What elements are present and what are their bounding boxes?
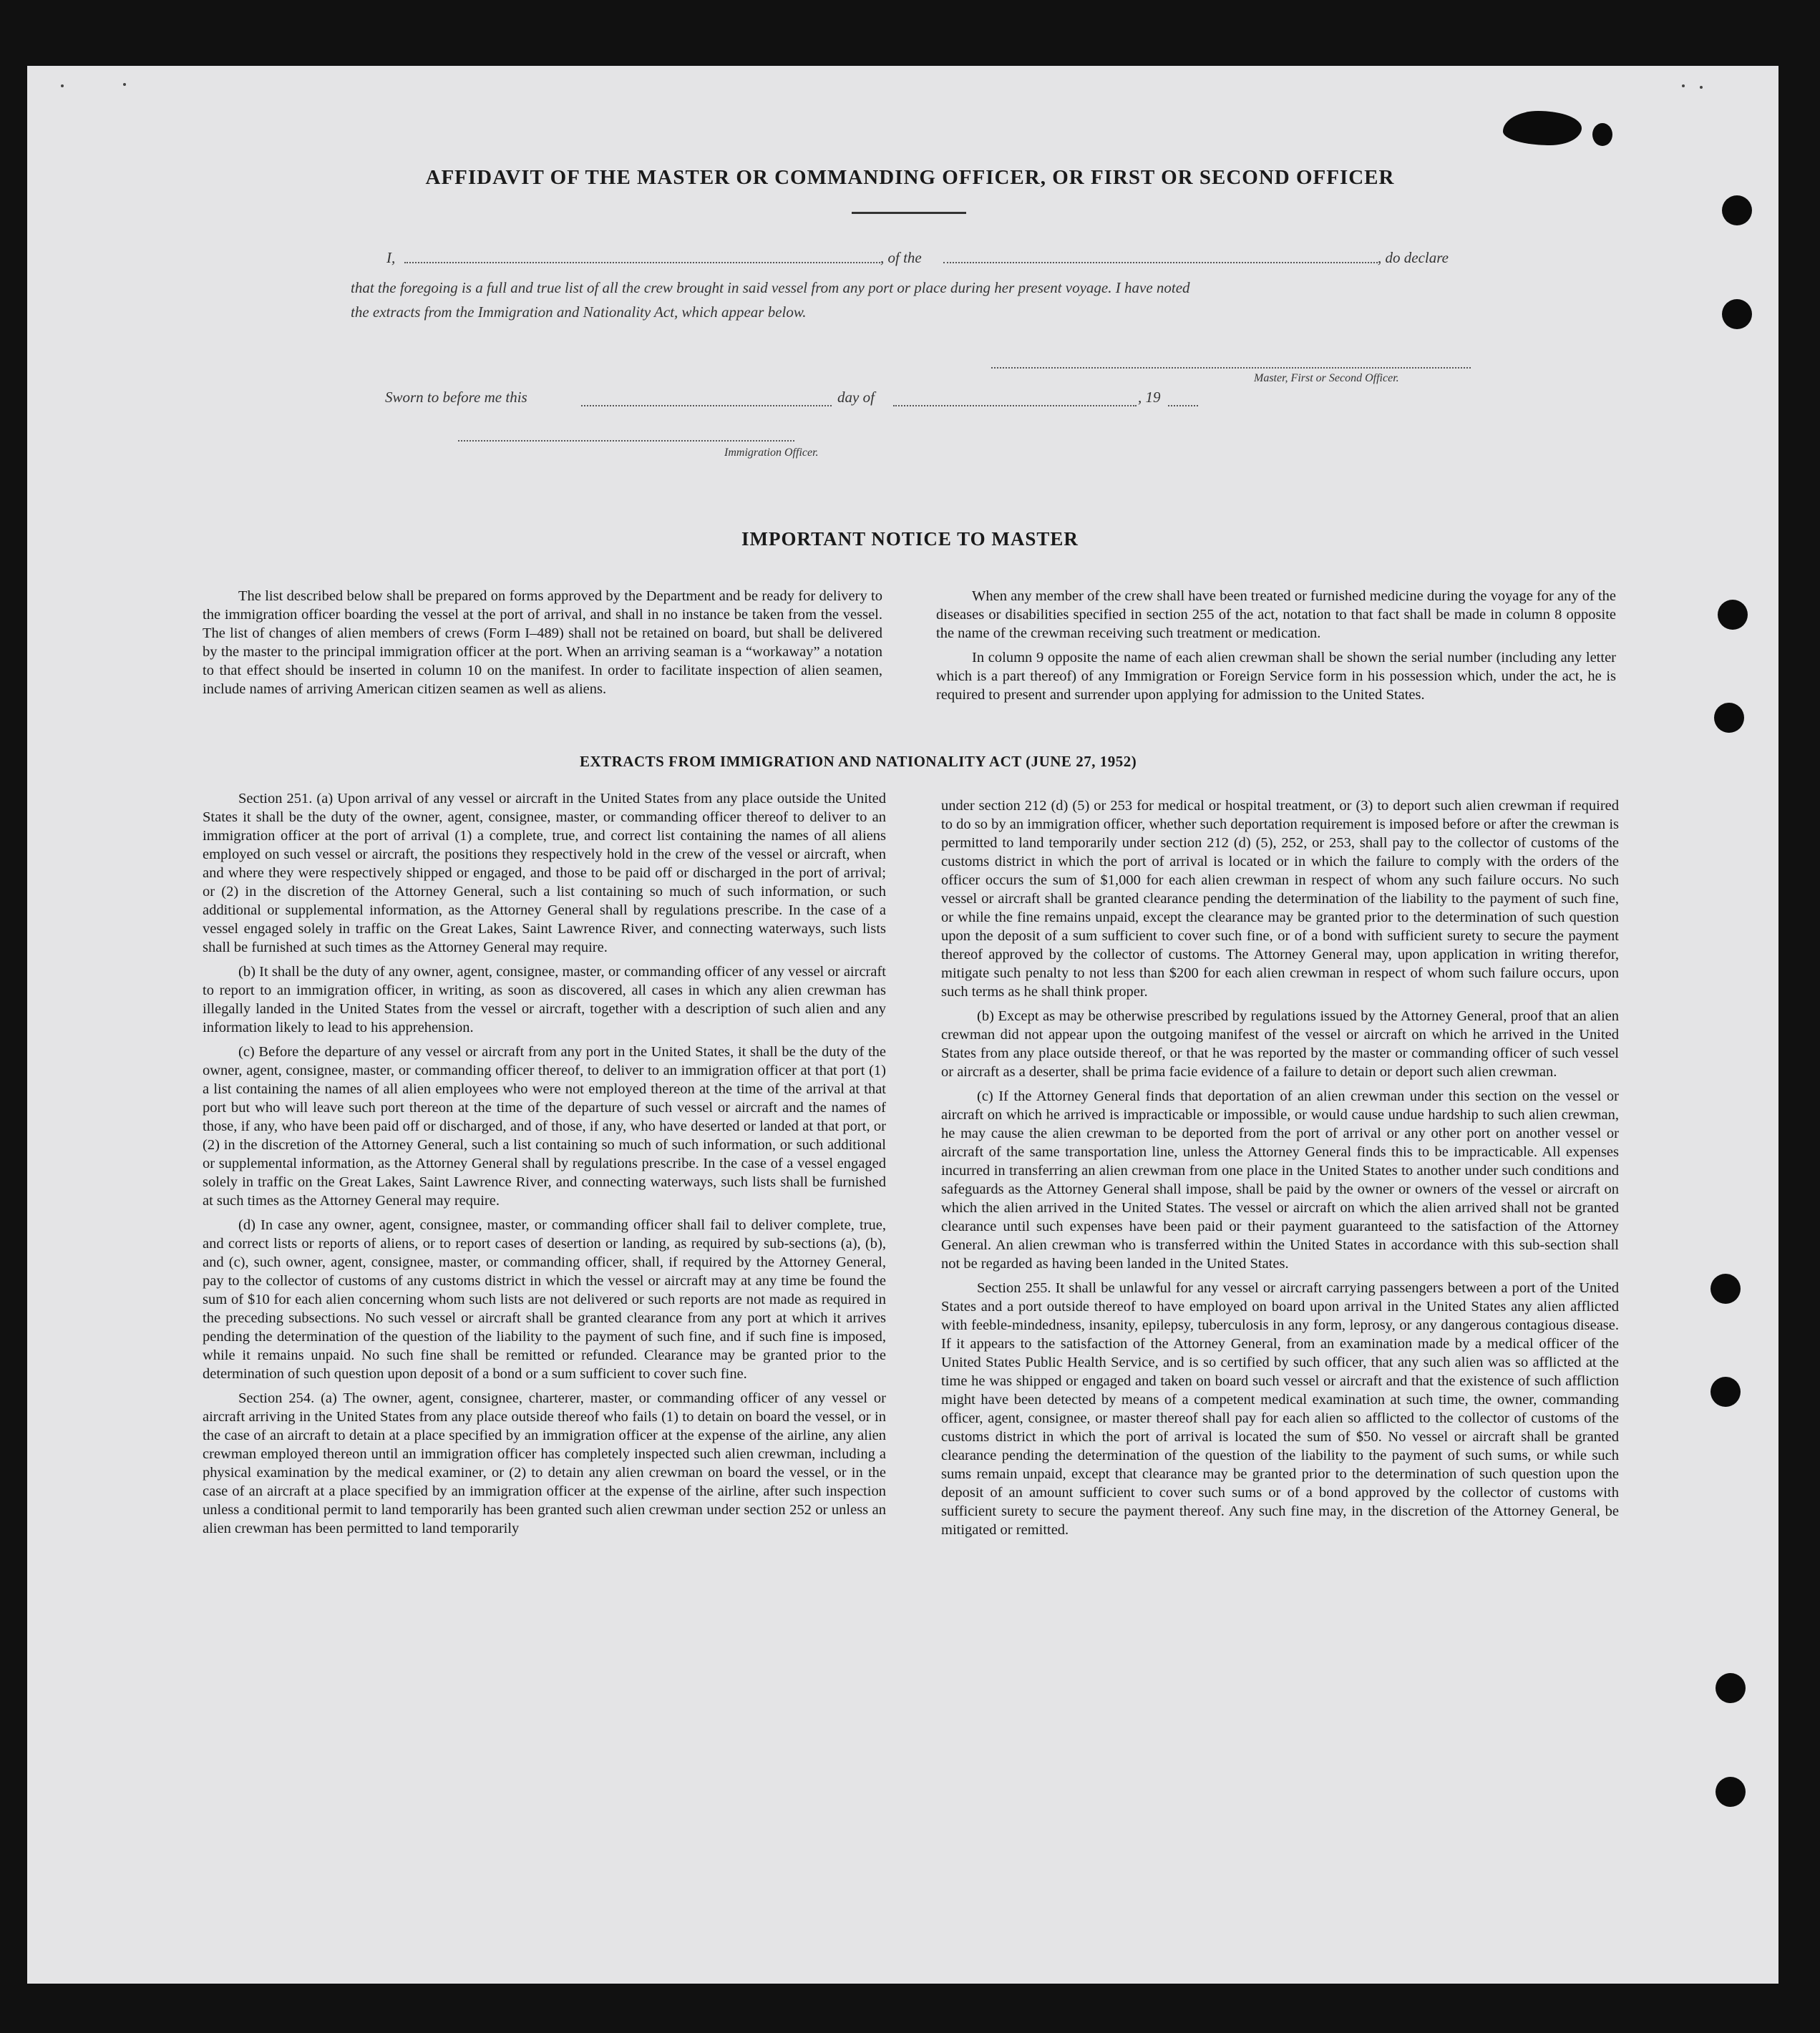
punch-hole	[1718, 600, 1748, 630]
notice-right-column	[936, 587, 1616, 710]
affidavit-statement-2: the extracts from the Immigration and Nationality Act, which appear below.	[351, 303, 807, 321]
day-of-text: day of	[837, 389, 875, 406]
extract-paragraph: (c) Before the departure of any vessel or aircraft from any port in the United States, it shall be the duty of the owner, agent, consignee, master, or commanding officer thereof, to deliver to an immigration officer at that port (1) a list containing the names of all alien employees who were not employed thereon at the time of the arrival at that port but who will leave such port thereon at the time of the departure of such vessel or aircraft and the names of those, if any, who have been paid off or discharged, and of those, if any, who have deserted or landed at that port, or (2) in the discretion of the Attorney General, such a list containing so much of such information, or such additional or supplemental information, as the Attorney General shall by regulations prescribe. In the case of a vessel engaged solely in traffic on the Great Lakes, Saint Lawrence River, and connecting waterways, such lists shall be furnished at such times as the Attorney General may require.	[203, 1044, 886, 1209]
vessel-field[interactable]	[943, 262, 1378, 263]
extracts-right-column	[941, 796, 1619, 1545]
extract-paragraph: under section 212 (d) (5) or 253 for medical or hospital treatment, or (3) to deport such alien crewman if required to do so by an immigration officer, whether such deportation requirement is imposed before or after the crewman is permitted to land temporarily under section 212 (d) (5), 252, or 253, shall pay to the collector of customs of the customs district in which the port of arrival is located or in which the failure to comply with the orders of the officer occurs the sum of $1,000 for each alien crewman in respect of whom any such failure occurs. No such vessel or aircraft shall be granted clearance pending the determination of the liability to the payment of such fine, or while the fine remains unpaid, except the clearance may be granted prior to the determination of such question upon the deposit of a sum sufficient to cover such fine, or of a bond with sufficient surety to secure the payment thereof approved by the collector of customs. The Attorney General may, upon application in writing therefor, mitigate such penalty to not less than $200 for each alien crewman in respect of whom such failure occurs, upon such terms as he shall think proper.	[941, 798, 1619, 1000]
sworn-day-field[interactable]	[581, 405, 832, 406]
punch-hole	[1722, 299, 1752, 329]
notice-paragraph: In column 9 opposite the name of each alien crewman shall be shown the serial number (including any letter which is a part thereof) of any Immigration or Foreign Service form in his possession which, under the act, he is required to present and surrender upon applying for admission to the United States.	[936, 650, 1616, 703]
year-text: , 19	[1138, 389, 1161, 406]
master-signature-line[interactable]	[991, 367, 1471, 369]
extract-paragraph: (c) If the Attorney General finds that deportation of an alien crewman under this section on the vessel or aircraft on which he arrived is impracticable or impossible, or would cause undue hardship to such alien crewman, he may cause the alien crewman to be deported from the port of arrival or any other port on another vessel or aircraft of the same transportation line, unless the Attorney General finds this to be impracticable. All expenses incurred in transferring an alien crewman from one place in the United States to another under such conditions and safeguards as the Attorney General shall impose, shall be paid by the owner or owners of the vessel or aircraft on which the alien arrived in the United States. The vessel or aircraft on which the alien arrived shall not be granted clearance until such expenses have been paid or their payment guaranteed to the satisfaction of the Attorney General. An alien crewman who is transferred within the United States in accordance with this sub-section shall not be regarded as having been landed in the United States.	[941, 1088, 1619, 1272]
extracts-title: EXTRACTS FROM IMMIGRATION AND NATIONALITY ACT (JUNE 27, 1952)	[580, 753, 1137, 770]
notice-title: IMPORTANT NOTICE TO MASTER	[741, 528, 1079, 550]
master-signature-label: Master, First or Second Officer.	[1254, 372, 1399, 384]
title-divider	[852, 212, 966, 214]
extract-paragraph: Section 254. (a) The owner, agent, consignee, charterer, master, or commanding officer of any vessel or aircraft arriving in the United States from any place outside thereof who fails (1) to detain on board the vessel, or in the case of an aircraft to detain at a place specified by an immigration officer at the expense of the airline, any alien crewman employed thereon until an immigration officer has completely inspected such alien crewman, including a physical examination by the medical examiner, or (2) to detain any alien crewman on board the vessel, or in the case of an aircraft at a place specified by an immigration officer at the expense of the airline, after such inspection unless a conditional permit to land temporarily has been granted such alien crewman under section 252 or unless an alien crewman has been permitted to land temporarily	[203, 1390, 886, 1536]
notice-paragraph: The list described below shall be prepared on forms approved by the Department and be ready for delivery to the immigration officer boarding the vessel at the port of arrival, and shall in no instance be taken from the vessel. The list of changes of alien members of crews (Form I–489) shall not be retained on board, but shall be delivered by the master to the principal immigration officer at the port. When an arriving seaman is a “workaway” a notation to that effect should be inserted in column 10 on the manifest. In order to facilitate inspection of alien seamen, include names of arriving American citizen seamen as well as aliens.	[203, 588, 882, 697]
name-field[interactable]	[404, 262, 880, 263]
punch-hole	[1716, 1673, 1746, 1703]
punch-hole	[1716, 1777, 1746, 1807]
affidavit-declare: , do declare	[1378, 249, 1449, 266]
affidavit-statement: that the foregoing is a full and true list of all the crew brought in said vessel from any port or place during her present voyage. I have noted	[351, 279, 1190, 296]
punch-hole	[1714, 703, 1744, 733]
affidavit-of-the: , of the	[880, 249, 922, 266]
sworn-month-field[interactable]	[893, 405, 1137, 406]
ink-spot	[1592, 123, 1612, 146]
extract-paragraph: Section 251. (a) Upon arrival of any vessel or aircraft in the United States from any place outside the United States it shall be the duty of the owner, agent, consignee, master, or commanding officer thereof to deliver to an immigration officer at the port of arrival (1) a complete, true, and correct list containing the names of all aliens employed on such vessel or aircraft, the positions they respectively hold in the crew of the vessel or aircraft, when and where they were respectively shipped or engaged, and those to be paid off or discharged in the port of arrival; or (2) in the discretion of the Attorney General, such a list containing so much of such information, or such additional or supplemental information, as the Attorney General shall by regulations prescribe. In the case of a vessel engaged solely in traffic on the Great Lakes, Saint Lawrence River, and connecting waterways, such lists shall be furnished at such times as the Attorney General may require.	[203, 791, 886, 955]
speck	[61, 84, 64, 87]
officer-signature-line[interactable]	[458, 440, 794, 442]
speck	[123, 83, 126, 86]
ink-blot	[1503, 111, 1582, 145]
extract-paragraph: (b) Except as may be otherwise prescribed by regulations issued by the Attorney General, proof that an alien crewman did not appear upon the outgoing manifest of the vessel or aircraft on which he arrived in the United States from any place outside thereof, or that he was reported by the master or commanding officer of such vessel or aircraft as a deserter, shall be prima facie evidence of a failure to detain or deport such alien crewman.	[941, 1008, 1619, 1080]
notice-paragraph: When any member of the crew shall have been treated or furnished medicine during the voyage for any of the diseases or disabilities specified in section 255 of the act, notation to that fact shall be made in column 8 opposite the name of the crewman receiving such treatment or medication.	[936, 588, 1616, 641]
extracts-left-column	[203, 789, 886, 1544]
extract-paragraph: (b) It shall be the duty of any owner, agent, consignee, master, or commanding officer of any vessel or aircraft to report to an immigration officer, in writing, as soon as discovered, all cases in which any alien crewman has illegally landed in the United States from the vessel or aircraft, together with a description of such alien and any information likely to lead to his apprehension.	[203, 964, 886, 1035]
sworn-text: Sworn to before me this	[385, 389, 527, 406]
punch-hole	[1722, 195, 1752, 225]
punch-hole	[1710, 1377, 1741, 1407]
affidavit-i: I,	[386, 249, 396, 266]
notice-left-column	[203, 587, 882, 704]
punch-hole	[1710, 1274, 1741, 1304]
sworn-year-field[interactable]	[1168, 405, 1198, 406]
affidavit-title: AFFIDAVIT OF THE MASTER OR COMMANDING OFFICER, OR FIRST OR SECOND OFFICER	[425, 166, 1395, 189]
speck	[1682, 84, 1685, 87]
extract-paragraph: Section 255. It shall be unlawful for any vessel or aircraft carrying passengers between a port of the United States and a port outside thereof to have employed on board upon arrival in the United States any alien afflicted with feeble-mindedness, insanity, epilepsy, tuberculosis in any form, leprosy, or any dangerous contagious disease. If it appears to the satisfaction of the Attorney General, from an examination made by a medical officer of the United States Public Health Service, and is so certified by such officer, that any such alien was so afflicted at the time he was shipped or engaged and taken on board such vessel or aircraft and that the existence of such affliction might have been detected by means of a competent medical examination at such time, the owner, commanding officer, agent, consignee, or master thereof shall pay for each alien so afflicted to the collector of customs of the customs district in which the port of arrival is located the sum of $50. No vessel or aircraft shall be granted clearance pending the determination of the question of the liability to the payment of such sums, or while such sums remain unpaid, except that clearance may be granted prior to the determination of such question upon the deposit of an amount sufficient to cover such sums or of a bond approved by the collector of customs with sufficient surety to secure the payment thereof. Any such fine may, in the discretion of the Attorney General, be mitigated or remitted.	[941, 1280, 1619, 1538]
extract-paragraph: (d) In case any owner, agent, consignee, master, or commanding officer shall fail to deliver complete, true, and correct lists or reports of aliens, or to report cases of desertion or landing, as required by sub-sections (a), (b), and (c), such owner, agent, consignee, master, or commanding officer, shall, if required by the Attorney General, pay to the collector of customs of any customs district in which the vessel or aircraft may at any time be found the sum of $10 for each alien concerning whom such lists are not delivered or such reports are not made as required in the preceding subsections. No such vessel or aircraft shall be granted clearance from any port at which it arrives pending the determination of the question of the liability to the payment of such fine, and if such fine is imposed, while it remains unpaid. No such fine shall be remitted or refunded. Clearance may be granted prior to the determination of such question upon deposit of a bond or a sum sufficient to cover such fine.	[203, 1217, 886, 1382]
speck	[1700, 86, 1703, 89]
officer-signature-label: Immigration Officer.	[724, 447, 819, 459]
